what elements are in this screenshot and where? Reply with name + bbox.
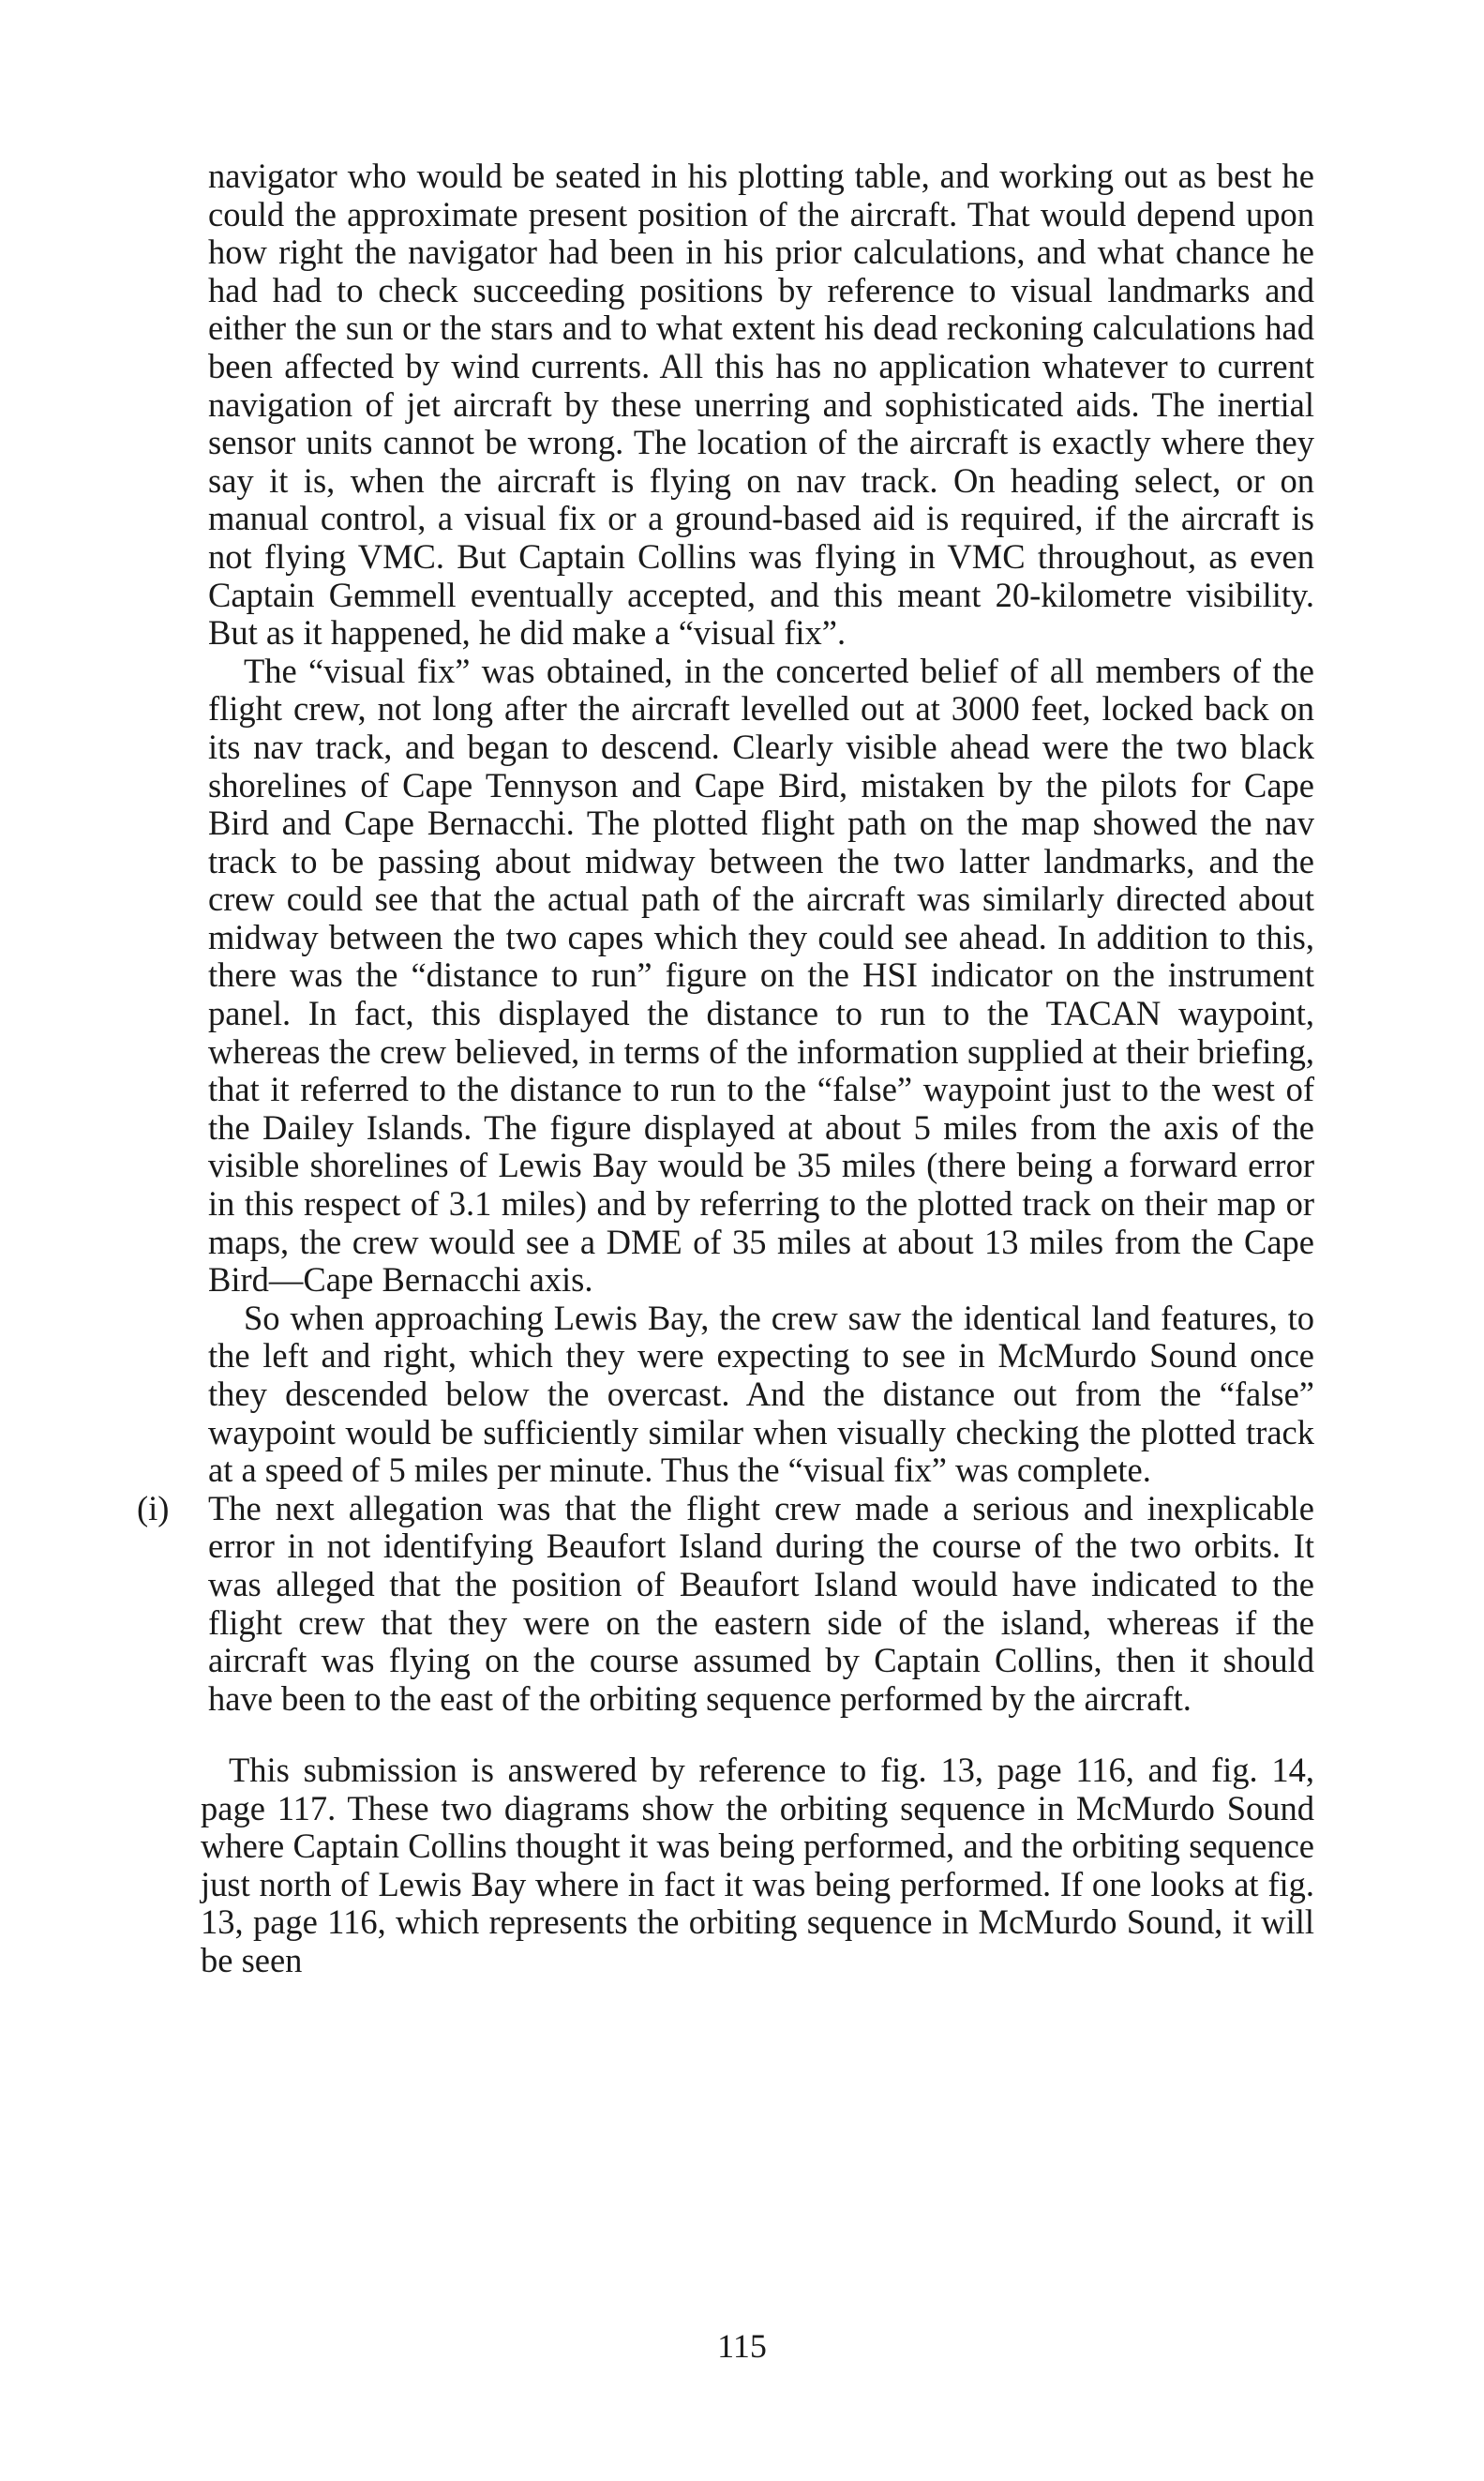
page-number: 115 xyxy=(717,2327,767,2365)
paragraph-submission: This submission is answered by reference to fig. 13, page 116, and fig. 14, page 117. These two diagrams show the orbiting sequence in McMurdo Sound where Captain Collins thought it was being performed, and the orbiting sequence just north of Lewis Bay where in fact it was being performed. If one looks at fig. 13, page 116, which represents the orbiting sequence in McMurdo Sound, it will be seen xyxy=(201,1751,1314,1979)
paragraph-lewis-bay: So when approaching Lewis Bay, the crew saw the identical land features, to the left and right, which they were expecting to see in McMurdo Sound once they descended below the overcast. And the distance out from the “false” waypoint would be sufficiently similar when visually checking the plotted track at a speed of 5 miles per minute. Thus the “visual fix” was complete. xyxy=(208,1298,1314,1490)
body-text-lower xyxy=(201,1751,1314,1980)
list-item-i xyxy=(137,1488,1314,1719)
list-marker: (i) xyxy=(137,1488,170,1527)
list-item-text: The next allegation was that the flight crew made a serious and inexplicable error in not identifying Beaufort Island during the course of the two orbits. It was alleged that the position of Beaufort Island would have indicated to the flight crew that they were on the eastern side of the island, whereas if the aircraft was flying on the course assumed by Captain Collins, then it should have been to the east of the orbiting sequence performed by the aircraft. xyxy=(208,1488,1314,1718)
paragraph-visual-fix: The “visual fix” was obtained, in the concerted belief of all members of the flight crew, not long after the aircraft levelled out at 3000 feet, locked back on its nav track, and began to descend. Clearly visible ahead were the two black shorelines of Cape Tennyson and Cape Bird, mistaken by the pilots for Cape Bird and Cape Bernacchi. The plotted flight path on the map showed the nav track to be passing about midway between the two latter landmarks, and the crew could see that the actual path of the aircraft was similarly directed about midway between the two capes which they could see ahead. In addition to this, there was the “distance to run” figure on the HSI indicator on the instrument panel. In fact, this displayed the distance to run to the TACAN waypoint, whereas the crew believed, in terms of the information supplied at their briefing, that it referred to the distance to run to the “false” waypoint just to the west of the Dailey Islands. The figure displayed at about 5 miles from the axis of the visible shorelines of Lewis Bay would be 35 miles (there being a forward error in this respect of 3.1 miles) and by referring to the plotted track on their map or maps, the crew would see a DME of 35 miles at about 13 miles from the Cape Bird—Cape Bernacchi axis. xyxy=(208,651,1314,1300)
paragraph-navigator: navigator who would be seated in his plotting table, and working out as best he could the approximate present position of the aircraft. That would depend upon how right the navigator had been in his prior calculations, and what chance he had had to check succeeding positions by reference to visual landmarks and either the sun or the stars and to what extent his dead reckoning calculations had been affected by wind currents. All this has no application whatever to current navigation of jet aircraft by these unerring and sophisticated aids. The inertial sensor units cannot be wrong. The location of the aircraft is exactly where they say it is, when the aircraft is flying on nav track. On heading select, or on manual control, a visual fix or a ground-based aid is required, if the aircraft is not flying VMC. But Captain Collins was flying in VMC throughout, as even Captain Gemmell eventually accepted, and this meant 20-kilometre visibility. But as it happened, he did make a “visual fix”. xyxy=(208,157,1314,653)
body-text-upper xyxy=(137,157,1314,1718)
